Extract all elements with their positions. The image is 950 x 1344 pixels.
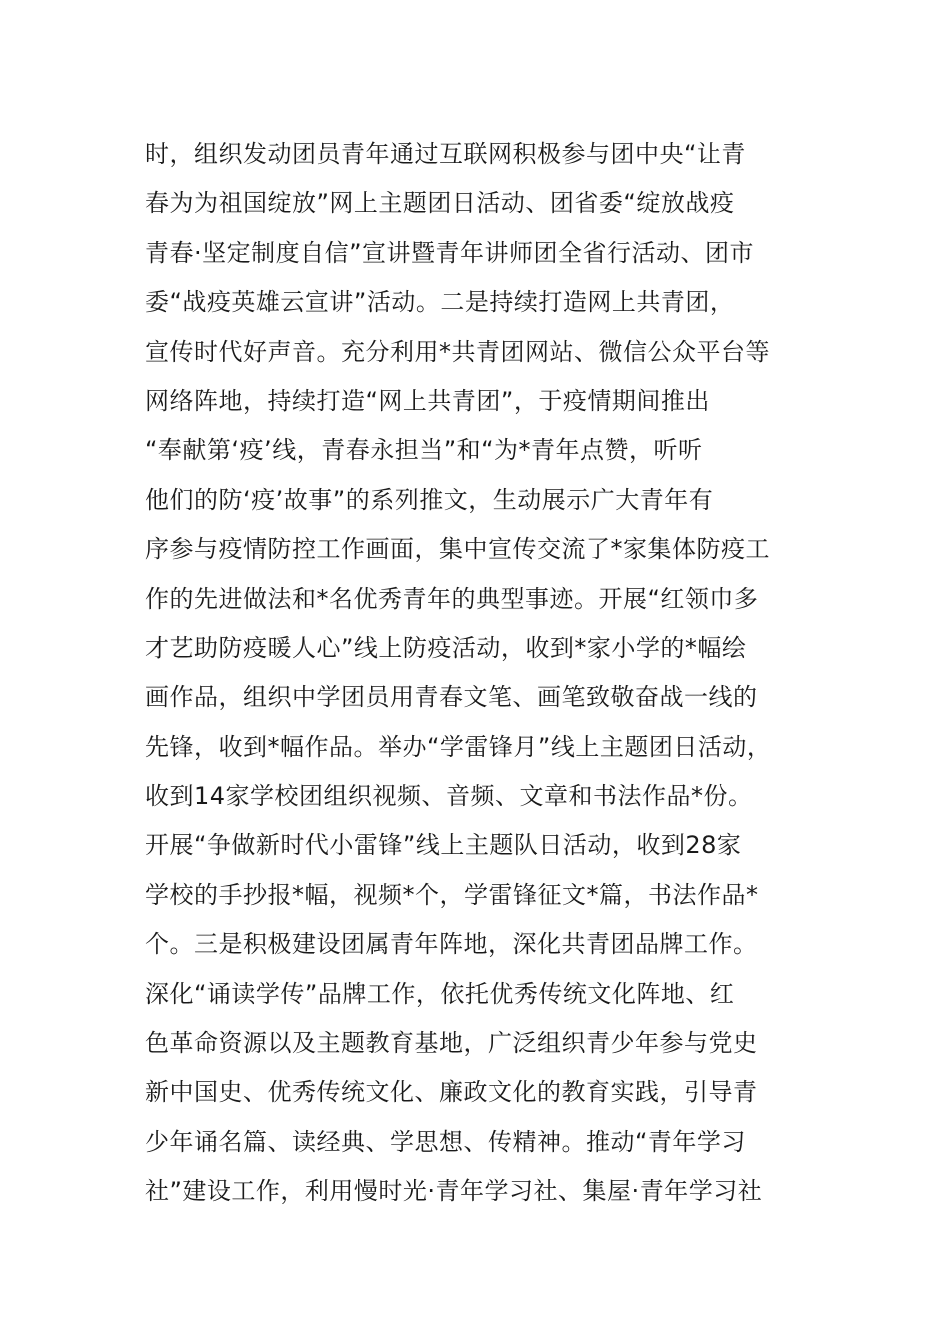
text-line: 社”建设工作，利用慢时光·青年学习社、集屋·青年学习社	[145, 1177, 763, 1206]
text-line: 序参与疫情防控工作画面，集中宣传交流了*家集体防疫工	[145, 535, 770, 564]
text-line: 时，组织发动团员青年通过互联网积极参与团中央“让青	[145, 140, 746, 168]
text-line: 色革命资源以及主题教育基地，广泛组织青少年参与党史	[145, 1029, 758, 1058]
text-line: 收到14家学校团组织视频、音频、文章和书法作品*份。	[145, 782, 753, 811]
text-line: 作的先进做法和*名优秀青年的典型事迹。开展“红领巾多	[145, 584, 759, 613]
text-line: 学校的手抄报*幅，视频*个，学雷锋征文*篇，书法作品*	[145, 880, 759, 909]
text-line: 少年诵名篇、读经典、学思想、传精神。推动“青年学习	[145, 1127, 746, 1156]
text-line: 春为为祖国绽放”网上主题团日活动、团省委“绽放战疫	[145, 189, 735, 218]
text-line: 深化“诵读学传”品牌工作，依托优秀传统文化阵地、红	[145, 979, 735, 1008]
text-line: 宣传时代好声音。充分利用*共青团网站、微信公众平台等	[145, 337, 770, 366]
text-line: 才艺助防疫暖人心”线上防疫活动，收到*家小学的*幅绘	[145, 633, 747, 662]
text-line: 网络阵地，持续打造“网上共青团”，于疫情期间推出	[145, 386, 710, 415]
text-line: 个。三是积极建设团属青年阵地，深化共青团品牌工作。	[145, 930, 758, 959]
text-line: 委“战疫英雄云宣讲”活动。二是持续打造网上共青团，	[145, 288, 735, 317]
text-line: 新中国史、优秀传统文化、廉政文化的教育实践，引导青	[145, 1078, 758, 1107]
text-line: 青春·坚定制度自信”宣讲暨青年讲师团全省行活动、团市	[145, 238, 755, 267]
body-paragraph	[145, 130, 825, 1217]
text-line: 先锋，收到*幅作品。举办“学雷锋月”线上主题团日活动，	[145, 732, 772, 761]
text-line: “奉献第‘疫’线，青春永担当”和“为*青年点赞，听听	[145, 436, 703, 465]
text-line: 他们的防‘疫’故事”的系列推文，生动展示广大青年有	[145, 485, 714, 514]
text-line: 画作品，组织中学团员用青春文笔、画笔致敬奋战一线的	[145, 683, 758, 712]
text-line: 开展“争做新时代小雷锋”线上主题队日活动，收到28家	[145, 831, 742, 860]
